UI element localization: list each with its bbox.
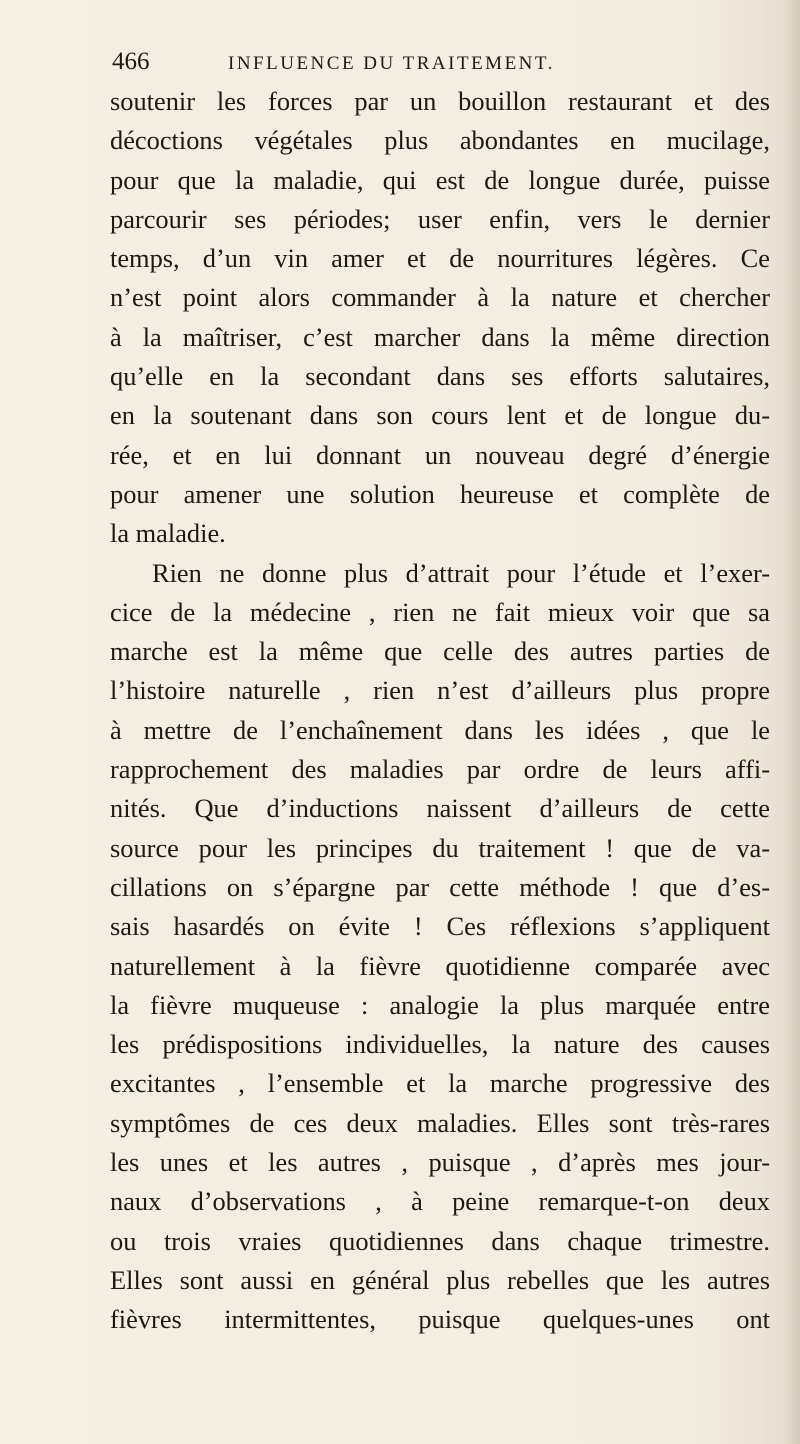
text-line: n’est point alors commander à la nature et chercher [110, 282, 770, 313]
text-line: la fièvre muqueuse : analogie la plus marquée entre [110, 989, 770, 1020]
text-line: naturellement à la fièvre quotidienne comparée avec [110, 950, 770, 981]
running-head: INFLUENCE DU TRAITEMENT. [228, 53, 555, 74]
text-line: pour que la maladie, qui est de longue durée, puisse [110, 164, 770, 195]
paragraph-end-line: la maladie. [110, 518, 226, 549]
text-line: source pour les principes du traitement ! que de va- [110, 832, 770, 863]
text-line: cice de la médecine , rien ne fait mieux voir que sa [110, 596, 770, 627]
page-number: 466 [112, 48, 150, 75]
text-line: ou trois vraies quotidiennes dans chaque trimestre. [110, 1225, 770, 1256]
text-line: rée, et en lui donnant un nouveau degré d’énergie [110, 439, 770, 470]
text-line: décoctions végétales plus abondantes en mucilage, [110, 125, 770, 156]
text-line: qu’elle en la secondant dans ses efforts salutaires, [110, 361, 770, 392]
text-line: sais hasardés on évite ! Ces réflexions s’appliquent [110, 911, 770, 942]
text-line: temps, d’un vin amer et de nourritures légères. Ce [110, 243, 770, 274]
text-line: à mettre de l’enchaînement dans les idées , que le [110, 714, 770, 745]
text-line: symptômes de ces deux maladies. Elles sont très-rares [110, 1107, 770, 1138]
text-line: naux d’observations , à peine remarque-t-on deux [110, 1186, 770, 1217]
text-line: cillations on s’épargne par cette méthode ! que d’es- [110, 871, 770, 902]
text-line: marche est la même que celle des autres parties de [110, 636, 770, 667]
text-line: fièvres intermittentes, puisque quelques-unes ont [110, 1304, 770, 1335]
text-line: pour amener une solution heureuse et complète de [110, 478, 770, 509]
paragraph-start-line: Rien ne donne plus d’attrait pour l’étude et l’exer- [152, 557, 770, 588]
text-line: parcourir ses périodes; user enfin, vers le dernier [110, 203, 770, 234]
text-line: les unes et les autres , puisque , d’après mes jour- [110, 1147, 770, 1178]
text-line: à la maîtriser, c’est marcher dans la même direction [110, 321, 770, 352]
text-line: en la soutenant dans son cours lent et de longue du- [110, 400, 770, 431]
text-line: soutenir les forces par un bouillon restaurant et des [110, 86, 770, 116]
text-line: nités. Que d’inductions naissent d’ailleurs de cette [110, 793, 770, 824]
text-line: rapprochement des maladies par ordre de leurs affi- [110, 754, 770, 785]
page-edge-shadow [782, 0, 800, 1444]
text-line: l’histoire naturelle , rien n’est d’ailleurs plus propre [110, 675, 770, 706]
text-line: excitantes , l’ensemble et la marche progressive des [110, 1068, 770, 1099]
text-line: les prédispositions individuelles, la nature des causes [110, 1029, 770, 1060]
text-line: Elles sont aussi en général plus rebelles que les autres [110, 1264, 770, 1295]
body-text [110, 82, 770, 1340]
